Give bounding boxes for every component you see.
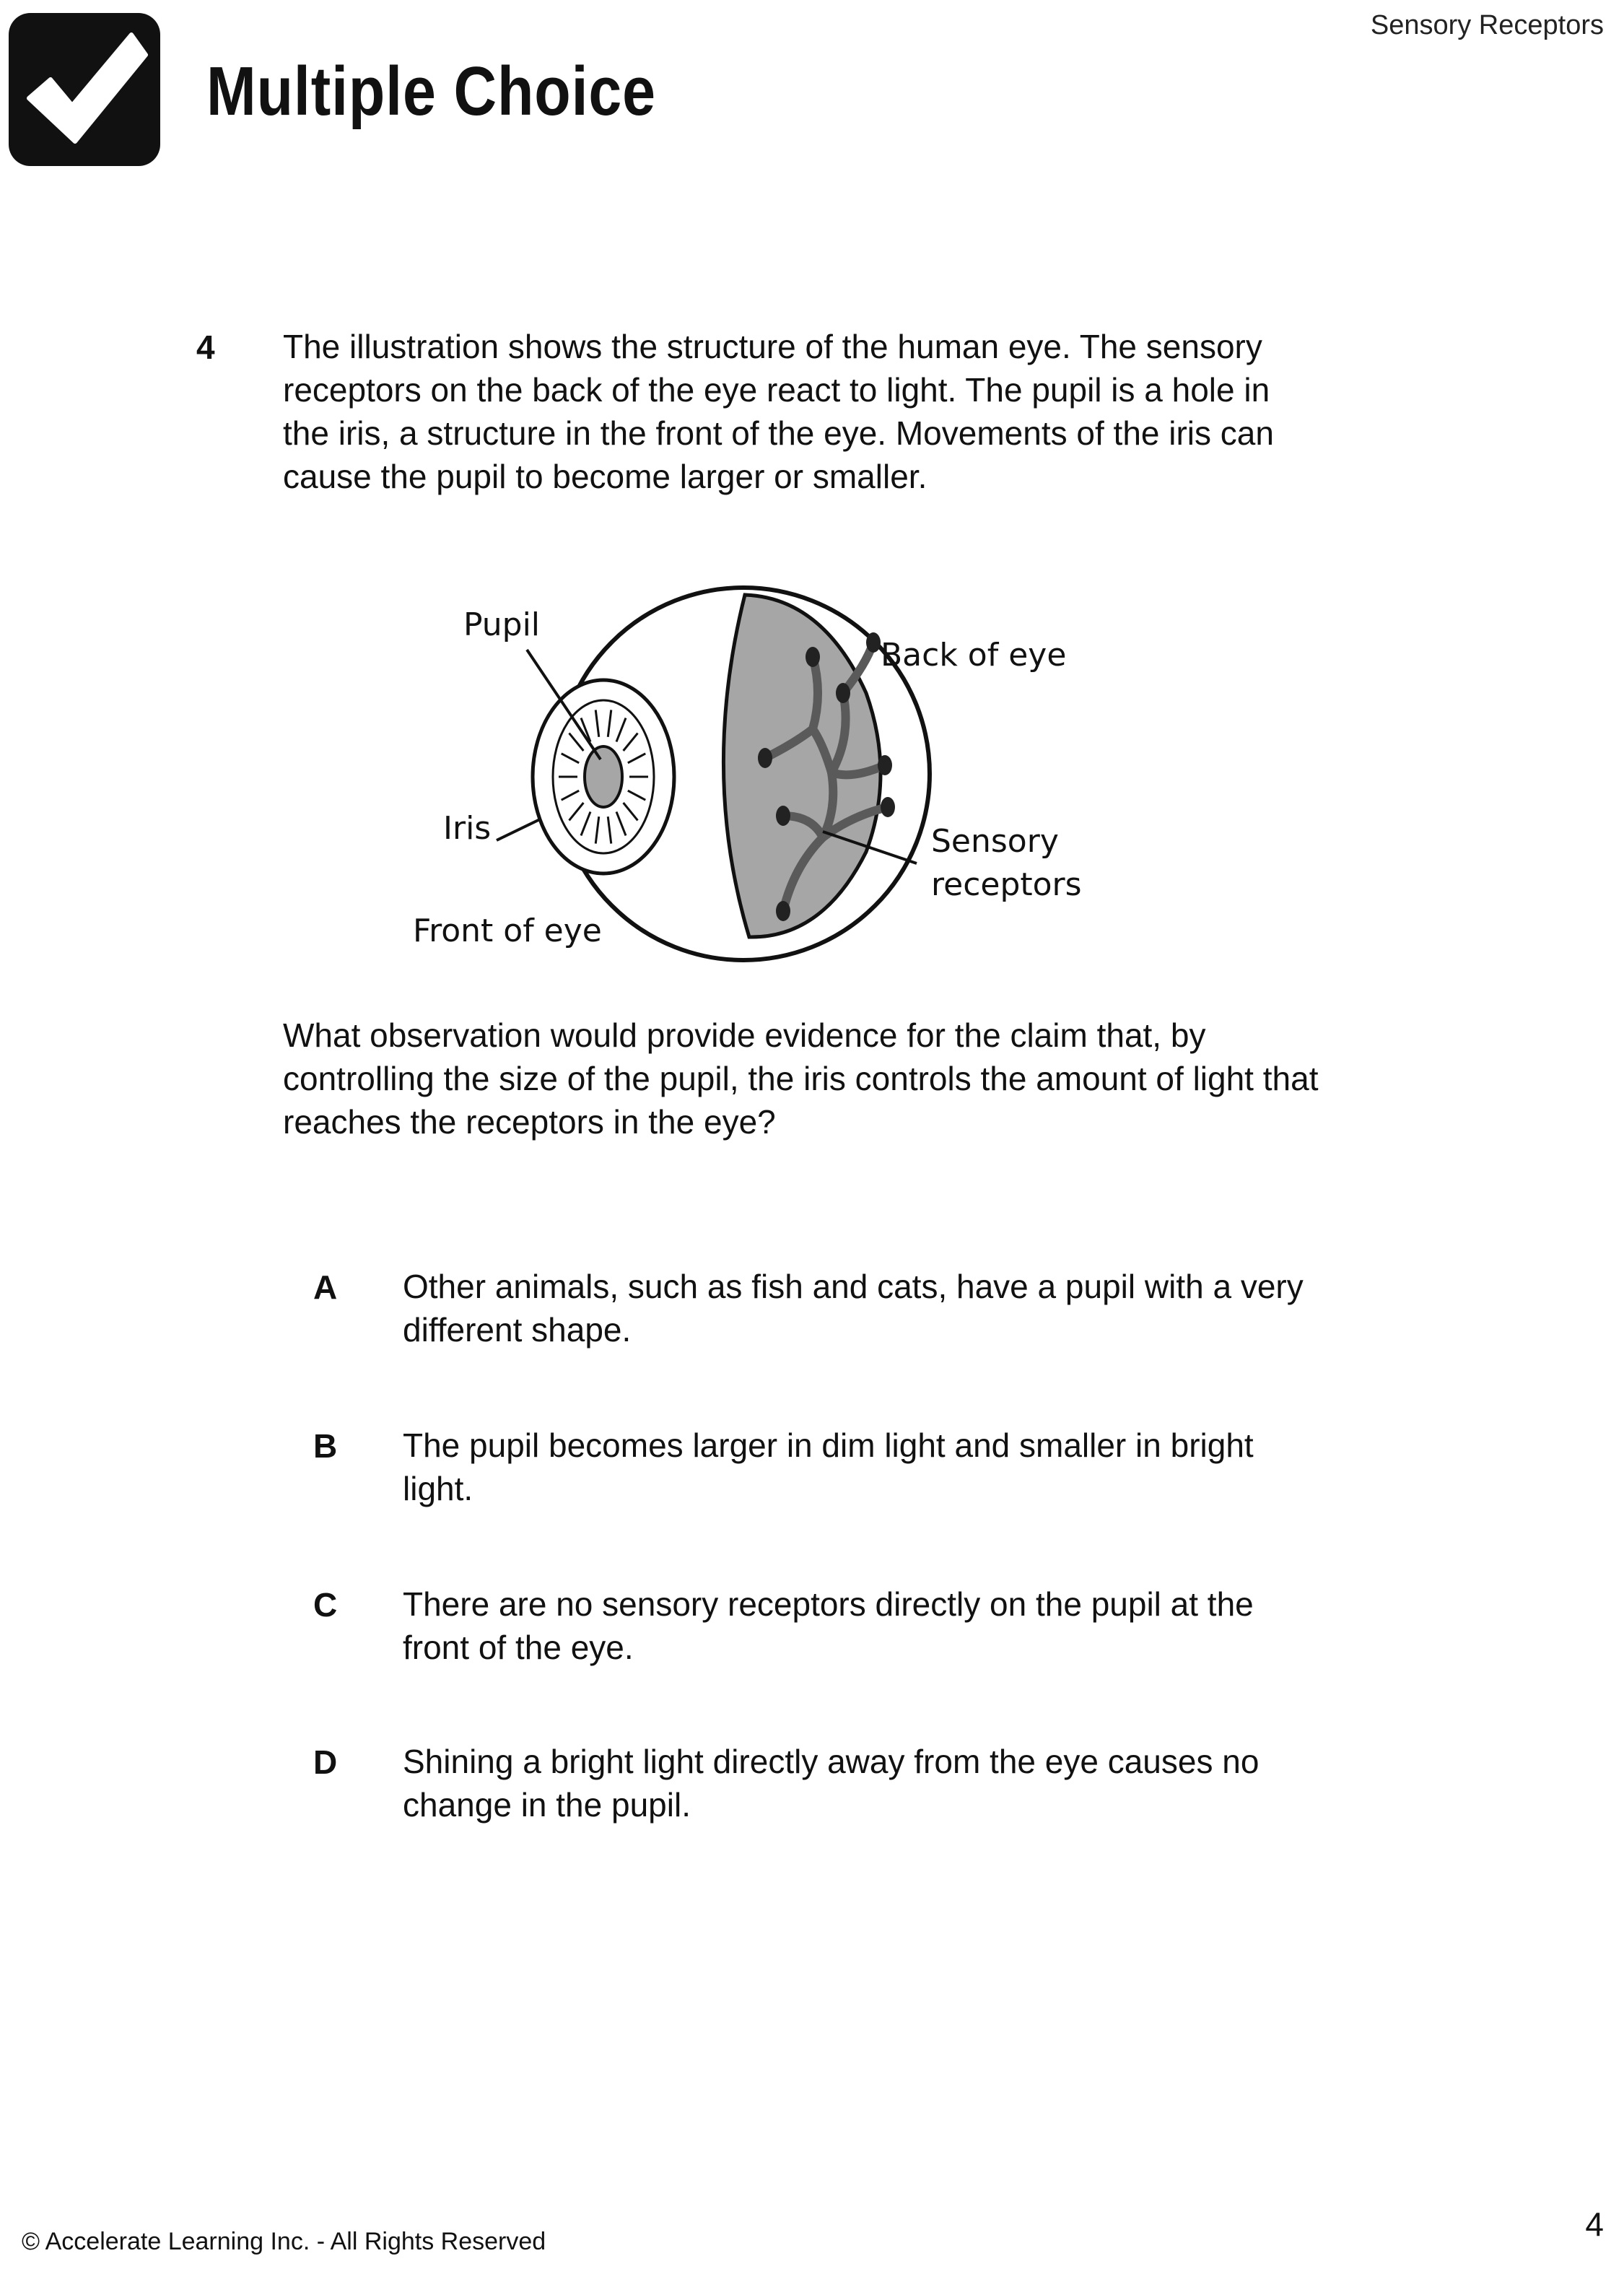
receptor <box>866 632 881 653</box>
label-front-of-eye: Front of eye <box>413 912 602 949</box>
question-number: 4 <box>196 328 215 366</box>
iris-leader-line <box>497 819 541 840</box>
topic-label: Sensory Receptors <box>1370 10 1604 40</box>
option-a-text: Other animals, such as fish and cats, have a pupil with a very different shape. <box>403 1268 1304 1349</box>
question-stem: The illustration shows the structure of the human eye. The sensory receptors on the back of the eye react to light. The pupil is a hole in the iris, a structure in the front of the eye. Movements of the iris can cause the pupil to become larger or smaller. <box>283 328 1274 495</box>
pupil-shape <box>585 746 622 807</box>
receptor <box>836 683 850 703</box>
receptor <box>776 806 790 826</box>
label-iris: Iris <box>443 810 492 847</box>
label-back-of-eye: Back of eye <box>881 637 1067 674</box>
question-prompt: What observation would provide evidence for the claim that, by controlling the size of the pupil, the iris controls the amount of light that reaches the receptors in the eye? <box>283 1016 1319 1141</box>
receptor <box>776 901 790 921</box>
label-sensory-line1: Sensory <box>931 823 1059 860</box>
label-sensory-line2: receptors <box>931 866 1082 903</box>
label-pupil: Pupil <box>463 606 541 643</box>
receptor <box>758 748 772 768</box>
receptor <box>806 647 820 667</box>
option-b-text: The pupil becomes larger in dim light and smaller in bright light. <box>403 1426 1254 1507</box>
copyright-footer: © Accelerate Learning Inc. - All Rights Reserved <box>22 2228 546 2255</box>
checkmark-icon <box>9 13 160 166</box>
option-d-letter: D <box>313 1743 338 1781</box>
option-c-letter: C <box>313 1586 338 1624</box>
receptor <box>881 797 895 817</box>
option-b-letter: B <box>313 1427 338 1465</box>
option-d-text: Shining a bright light directly away from the eye causes no change in the pupil. <box>403 1743 1260 1824</box>
option-a-letter: A <box>313 1268 338 1306</box>
eye-diagram <box>390 578 1148 982</box>
section-title: Multiple Choice <box>206 53 656 130</box>
page-number: 4 <box>1585 2205 1604 2243</box>
receptor <box>878 755 892 775</box>
option-c-text: There are no sensory receptors directly on the pupil at the front of the eye. <box>403 1585 1254 1666</box>
